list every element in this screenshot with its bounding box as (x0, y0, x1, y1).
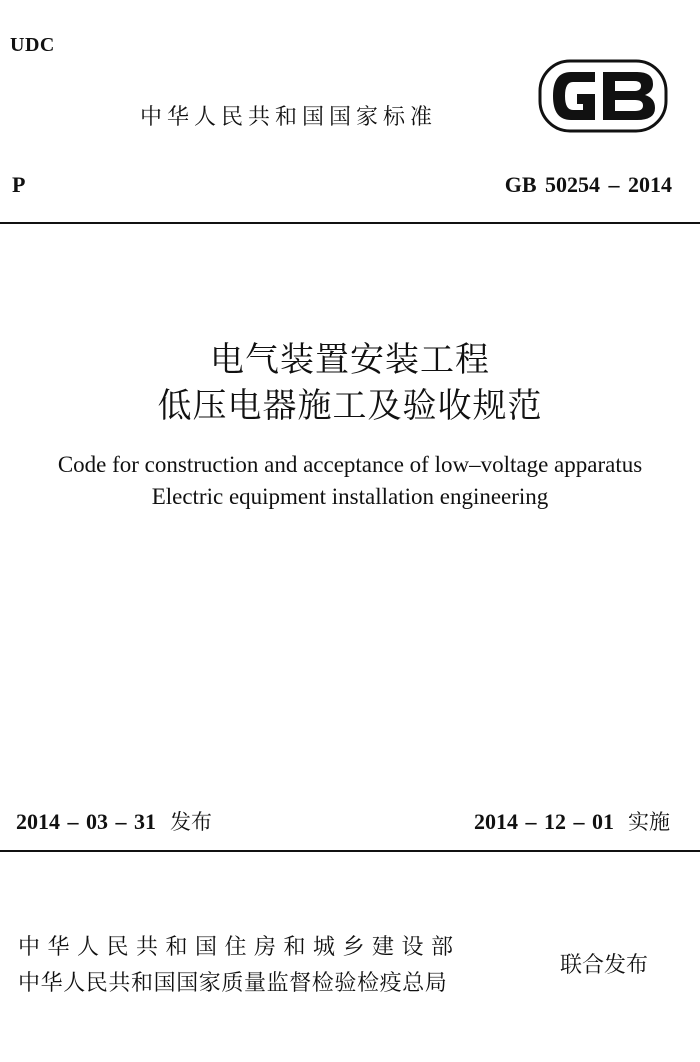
issuer-ministry: 中华人民共和国住房和城乡建设部 (18, 935, 461, 960)
udc-label: UDC (10, 34, 55, 56)
issue-date-line (16, 806, 212, 836)
bottom-divider (0, 850, 700, 852)
issuer-aqsiq: 中华人民共和国国家质量监督检验检疫总局 (18, 971, 448, 996)
implement-date: 2014 – 12 – 01 (474, 809, 614, 834)
joint-issue-label: 联合发布 (560, 953, 649, 978)
gb-logo-graphic (537, 58, 669, 134)
implement-date-line (474, 806, 670, 836)
issue-date: 2014 – 03 – 31 (16, 809, 156, 834)
issue-label: 发布 (170, 810, 212, 834)
title-chinese-line-2: 低压电器施工及验收规范 (157, 386, 543, 426)
title-chinese-line-1: 电气装置安装工程 (210, 340, 490, 380)
gb-logo (537, 58, 669, 134)
standard-number: GB 50254 – 2014 (504, 172, 672, 197)
top-divider (0, 222, 700, 224)
national-standard-heading: 中华人民共和国国家标准 (140, 105, 438, 130)
implement-label: 实施 (628, 810, 670, 834)
title-english-line-1: Code for construction and acceptance of low–voltage apparatus (57, 452, 643, 477)
title-english-line-2: Electric equipment installation engineering (151, 484, 549, 509)
classification-code: P (12, 172, 26, 197)
